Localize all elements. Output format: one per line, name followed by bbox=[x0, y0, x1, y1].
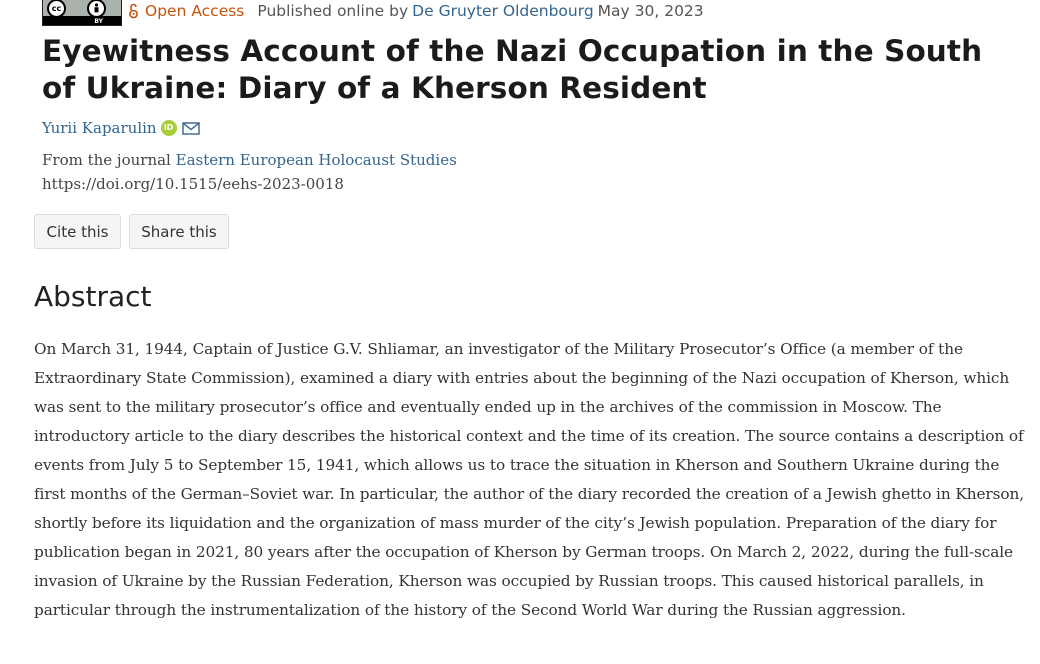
orcid-icon[interactable]: iD bbox=[161, 120, 177, 136]
cite-this-button[interactable]: Cite this bbox=[34, 214, 121, 249]
share-this-button[interactable]: Share this bbox=[129, 214, 229, 249]
article-title: Eyewitness Account of the Nazi Occupation in the South of Ukraine: Diary of a Kherson Resident bbox=[42, 34, 983, 105]
journal-prefix: From the journal bbox=[42, 151, 171, 169]
open-lock-icon bbox=[128, 3, 139, 19]
published-prefix: Published online by bbox=[257, 2, 409, 20]
author-link[interactable]: Yurii Kaparulin bbox=[42, 119, 157, 137]
open-access-indicator bbox=[128, 2, 244, 20]
license-badge-band bbox=[43, 16, 121, 25]
abstract-text: On March 31, 1944, Captain of Justice G.V. Shliamar, an investigator of the Military Prosecutor’s Office (a member of the Extraordinary State Commission), examined a diary with entries about the beginning of the Nazi occupation of Kherson, which was sent to the military prosecutor’s office and eventually ended up in the archives of the commission in Moscow. The introductory article to the diary describes the historical context and the time of its creation. The source contains a description of events from July 5 to September 15, 1941, which allows us to trace the situation in Kherson and Southern Ukraine during the first months of the German–Soviet war. In particular, the author of the diary recorded the creation of a Jewish ghetto in Kherson, shortly before its liquidation and the organization of mass murder of the city’s Jewish population. Preparation of the diary for publication began in 2021, 80 years after the occupation of Kherson by German troops. On March 2, 2022, during the full-scale invasion of Ukraine by the Russian Federation, Kherson was occupied by Russian troops. This caused historical parallels, in particular through the instrumentalization of the history of the Second World War during the Russian aggression. bbox=[34, 340, 1024, 619]
journal-link[interactable]: Eastern European Holocaust Studies bbox=[175, 151, 457, 169]
publisher-link[interactable]: De Gruyter Oldenbourg bbox=[412, 2, 594, 20]
journal-row bbox=[42, 151, 457, 169]
open-access-label: Open Access bbox=[145, 2, 245, 20]
publication-date: May 30, 2023 bbox=[597, 2, 704, 20]
doi-link[interactable]: https://doi.org/10.1515/eehs-2023-0018 bbox=[42, 175, 344, 193]
author-row bbox=[42, 119, 200, 137]
abstract-heading: Abstract bbox=[34, 280, 152, 313]
cc-by-license-badge[interactable] bbox=[42, 0, 122, 26]
email-icon[interactable] bbox=[182, 122, 200, 135]
article-meta-bar bbox=[42, 0, 704, 28]
license-by-label: BY bbox=[94, 18, 103, 25]
cc-icon: cc bbox=[47, 0, 66, 18]
